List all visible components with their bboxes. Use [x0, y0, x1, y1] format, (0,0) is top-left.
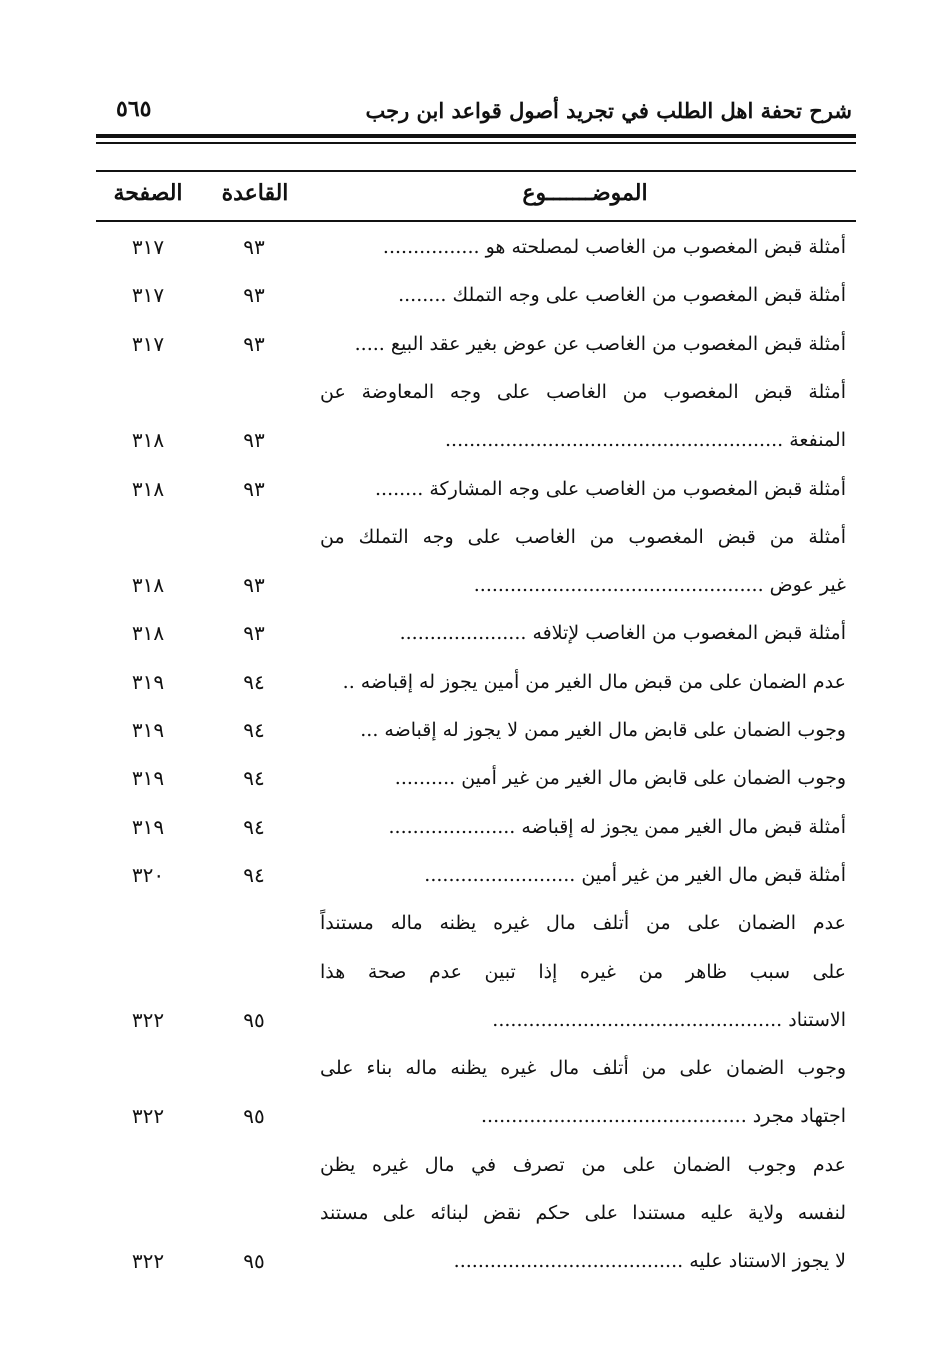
entry-page-number: ٣٢٢ — [131, 1104, 165, 1128]
entry-topic-line: عدم وجوب الضمان على من تصرف في مال غيره يظن — [320, 1154, 846, 1176]
entry-page-number: ٣١٩ — [131, 815, 165, 839]
entry-page-number: ٣١٨ — [131, 573, 165, 597]
entry-topic-line: أمثلة قبض المغصوب من الغاصب على وجه المشاركة ........ — [374, 478, 846, 500]
table-rule-header-bottom — [96, 220, 856, 222]
entry-page-number: ٣١٨ — [131, 428, 165, 452]
entry-topic-line: لنفسه ولاية عليه مستندا على حكم نقض لبنائه على مستند — [320, 1202, 846, 1224]
entry-topic-line: غير عوض ................................................ — [473, 574, 846, 596]
entry-rule-number: ٩٣ — [243, 477, 265, 501]
entry-topic-line: أمثلة قبض المغصوب من الغاصب على وجه المعاوضة عن — [320, 381, 846, 403]
entry-page-number: ٣٢٠ — [131, 863, 165, 887]
entry-rule-number: ٩٥ — [243, 1249, 265, 1273]
entry-topic-line: الاستناد ................................................ — [492, 1009, 846, 1031]
entry-rule-number: ٩٣ — [243, 235, 265, 259]
entry-topic-line: أمثلة قبض مال الغير من غير أمين ......................... — [424, 864, 846, 886]
entry-page-number: ٣٢٢ — [131, 1249, 165, 1273]
entry-topic-line: عدم الضمان على من قبض مال الغير من أمين يجوز له إقباضه .. — [342, 671, 846, 693]
entry-page-number: ٣١٧ — [131, 235, 165, 259]
entry-page-number: ٣١٧ — [131, 283, 165, 307]
header-rule-thick — [96, 134, 856, 138]
entry-topic-line: لا يجوز الاستناد عليه ...................................... — [453, 1250, 846, 1272]
entry-topic-line: على سبب ظاهر من غيره إذا تبين عدم صحة هذا — [320, 961, 846, 983]
entry-topic-line: وجوب الضمان على من أتلف مال غيره يظنه ماله بناء على — [320, 1057, 846, 1079]
entry-topic-line: اجتهاد مجرد ............................................ — [481, 1105, 846, 1127]
entry-rule-number: ٩٣ — [243, 283, 265, 307]
entry-page-number: ٣١٩ — [131, 670, 165, 694]
entry-page-number: ٣١٩ — [131, 766, 165, 790]
column-header-rule: القاعدة — [221, 180, 289, 206]
entry-topic-line: أمثلة قبض المغصوب من الغاصب على وجه التملك ........ — [398, 284, 846, 306]
entry-topic-line: أمثلة قبض المغصوب من الغاصب لإتلافه ..................... — [399, 622, 846, 644]
column-header-topic: الموضـــــــوع — [522, 180, 648, 206]
entry-rule-number: ٩٤ — [243, 670, 265, 694]
page-number: ٥٦٥ — [116, 96, 152, 122]
entry-topic-line: وجوب الضمان على قابض مال الغير ممن لا يجوز له إقباضه ... — [360, 719, 846, 741]
entry-page-number: ٣١٧ — [131, 332, 165, 356]
header-rule-thin — [96, 142, 856, 144]
entry-rule-number: ٩٣ — [243, 332, 265, 356]
column-header-page: الصفحة — [113, 180, 183, 206]
entry-rule-number: ٩٥ — [243, 1104, 265, 1128]
entry-rule-number: ٩٣ — [243, 428, 265, 452]
entry-topic-line: أمثلة قبض المغصوب من الغاصب عن عوض بغير عقد البيع ..... — [354, 333, 846, 355]
book-title: شرح تحفة اهل الطلب في تجريد أصول قواعد ابن رجب — [365, 98, 852, 123]
entry-page-number: ٣٢٢ — [131, 1008, 165, 1032]
running-header — [96, 92, 856, 132]
entry-topic-line: وجوب الضمان على قابض مال الغير من غير أمين .......... — [394, 767, 846, 789]
entry-topic-line: أمثلة قبض المغصوب من الغاصب لمصلحته هو ................ — [382, 236, 846, 258]
entry-page-number: ٣١٨ — [131, 621, 165, 645]
entry-topic-line: أمثلة قبض مال الغير ممن يجوز له إقباضه ..................... — [388, 816, 846, 838]
entry-topic-line: المنفعة ........................................................ — [444, 429, 846, 451]
entry-rule-number: ٩٣ — [243, 621, 265, 645]
entry-rule-number: ٩٤ — [243, 863, 265, 887]
entry-page-number: ٣١٩ — [131, 718, 165, 742]
entry-rule-number: ٩٥ — [243, 1008, 265, 1032]
table-rule-top — [96, 170, 856, 172]
entry-rule-number: ٩٤ — [243, 718, 265, 742]
entry-rule-number: ٩٣ — [243, 573, 265, 597]
entry-topic-line: أمثلة من قبض المغصوب من الغاصب على وجه التملك من — [320, 526, 846, 548]
entry-rule-number: ٩٤ — [243, 815, 265, 839]
entry-page-number: ٣١٨ — [131, 477, 165, 501]
entry-topic-line: عدم الضمان على من أتلف مال غيره يظنه ماله مستنداً — [320, 912, 846, 934]
entry-rule-number: ٩٤ — [243, 766, 265, 790]
